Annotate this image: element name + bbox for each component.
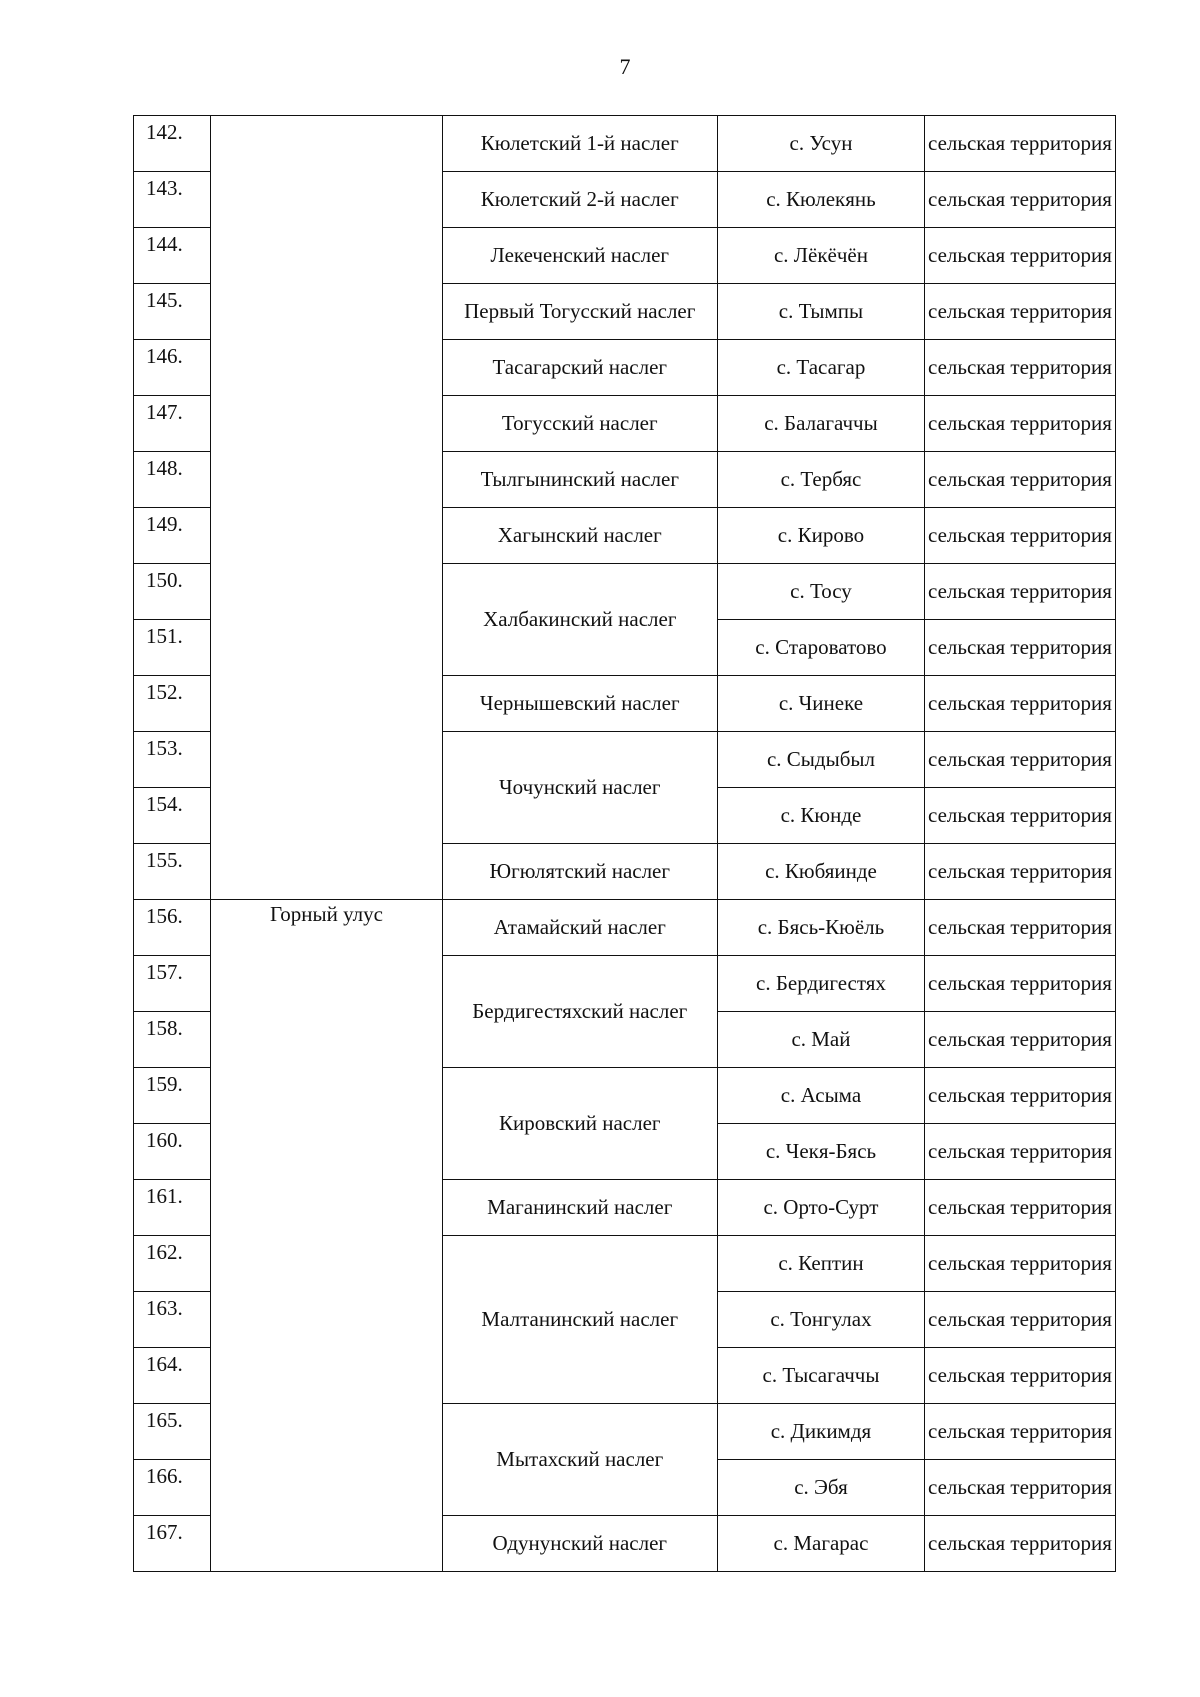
territory-type: сельская территория xyxy=(925,1404,1116,1460)
village-name: с. Кюлекянь xyxy=(717,172,924,228)
settlement-name: Тогусский наслег xyxy=(442,396,717,452)
village-name: с. Усун xyxy=(717,116,924,172)
territory-type: сельская территория xyxy=(925,452,1116,508)
table-row xyxy=(134,116,1116,172)
territory-type: сельская территория xyxy=(925,508,1116,564)
territory-type: сельская территория xyxy=(925,172,1116,228)
settlement-name: Кировский наслег xyxy=(442,1068,717,1180)
row-number: 145. xyxy=(134,284,211,340)
territory-type: сельская территория xyxy=(925,956,1116,1012)
village-name: с. Лёкёчён xyxy=(717,228,924,284)
settlement-name: Мытахский наслег xyxy=(442,1404,717,1516)
village-name: с. Тербяс xyxy=(717,452,924,508)
village-name: с. Тосу xyxy=(717,564,924,620)
row-number: 151. xyxy=(134,620,211,676)
row-number: 157. xyxy=(134,956,211,1012)
territory-type: сельская территория xyxy=(925,900,1116,956)
village-name: с. Староватово xyxy=(717,620,924,676)
row-number: 150. xyxy=(134,564,211,620)
settlement-name: Тасагарский наслег xyxy=(442,340,717,396)
settlement-name: Кюлетский 1-й наслег xyxy=(442,116,717,172)
village-name: с. Тасагар xyxy=(717,340,924,396)
row-number: 149. xyxy=(134,508,211,564)
territory-type: сельская территория xyxy=(925,844,1116,900)
district-name: Горный улус xyxy=(211,900,442,1572)
village-name: с. Магарас xyxy=(717,1516,924,1572)
village-name: с. Май xyxy=(717,1012,924,1068)
territory-type: сельская территория xyxy=(925,228,1116,284)
territory-type: сельская территория xyxy=(925,788,1116,844)
row-number: 142. xyxy=(134,116,211,172)
territory-type: сельская территория xyxy=(925,1236,1116,1292)
row-number: 167. xyxy=(134,1516,211,1572)
territory-type: сельская территория xyxy=(925,396,1116,452)
village-name: с. Тонгулах xyxy=(717,1292,924,1348)
row-number: 160. xyxy=(134,1124,211,1180)
village-name: с. Сыдыбыл xyxy=(717,732,924,788)
village-name: с. Орто-Сурт xyxy=(717,1180,924,1236)
row-number: 158. xyxy=(134,1012,211,1068)
row-number: 152. xyxy=(134,676,211,732)
settlements-table xyxy=(133,115,1116,1572)
territory-type: сельская территория xyxy=(925,1180,1116,1236)
settlement-name: Малтанинский наслег xyxy=(442,1236,717,1404)
settlement-name: Бердигестяхский наслег xyxy=(442,956,717,1068)
table-row xyxy=(134,900,1116,956)
territory-type: сельская территория xyxy=(925,1068,1116,1124)
village-name: с. Бердигестях xyxy=(717,956,924,1012)
settlement-name: Чернышевский наслег xyxy=(442,676,717,732)
row-number: 143. xyxy=(134,172,211,228)
row-number: 164. xyxy=(134,1348,211,1404)
row-number: 154. xyxy=(134,788,211,844)
territory-type: сельская территория xyxy=(925,284,1116,340)
village-name: с. Тысагаччы xyxy=(717,1348,924,1404)
village-name: с. Кюнде xyxy=(717,788,924,844)
territory-type: сельская территория xyxy=(925,732,1116,788)
territory-type: сельская территория xyxy=(925,620,1116,676)
settlement-name: Хагынский наслег xyxy=(442,508,717,564)
village-name: с. Кептин xyxy=(717,1236,924,1292)
village-name: с. Кюбяинде xyxy=(717,844,924,900)
settlement-name: Первый Тогусский наслег xyxy=(442,284,717,340)
settlement-name: Лекеченский наслег xyxy=(442,228,717,284)
territory-type: сельская территория xyxy=(925,564,1116,620)
territory-type: сельская территория xyxy=(925,340,1116,396)
settlement-name: Маганинский наслег xyxy=(442,1180,717,1236)
village-name: с. Чекя-Бясь xyxy=(717,1124,924,1180)
village-name: с. Эбя xyxy=(717,1460,924,1516)
village-name: с. Асыма xyxy=(717,1068,924,1124)
row-number: 148. xyxy=(134,452,211,508)
table-body xyxy=(134,116,1116,1572)
territory-type: сельская территория xyxy=(925,1292,1116,1348)
settlement-name: Югюлятский наслег xyxy=(442,844,717,900)
settlement-name: Кюлетский 2-й наслег xyxy=(442,172,717,228)
settlement-name: Атамайский наслег xyxy=(442,900,717,956)
settlement-name: Халбакинский наслег xyxy=(442,564,717,676)
territory-type: сельская территория xyxy=(925,1460,1116,1516)
row-number: 153. xyxy=(134,732,211,788)
row-number: 166. xyxy=(134,1460,211,1516)
district-cell-empty xyxy=(211,116,442,900)
row-number: 147. xyxy=(134,396,211,452)
row-number: 155. xyxy=(134,844,211,900)
village-name: с. Балагаччы xyxy=(717,396,924,452)
settlement-name: Тылгынинский наслег xyxy=(442,452,717,508)
territory-type: сельская территория xyxy=(925,1516,1116,1572)
row-number: 163. xyxy=(134,1292,211,1348)
page-number: 7 xyxy=(619,54,631,79)
territory-type: сельская территория xyxy=(925,676,1116,732)
row-number: 165. xyxy=(134,1404,211,1460)
village-name: с. Кирово xyxy=(717,508,924,564)
territory-type: сельская территория xyxy=(925,1012,1116,1068)
settlement-name: Одунунский наслег xyxy=(442,1516,717,1572)
row-number: 161. xyxy=(134,1180,211,1236)
settlement-name: Чочунский наслег xyxy=(442,732,717,844)
village-name: с. Бясь-Кюёль xyxy=(717,900,924,956)
territory-type: сельская территория xyxy=(925,1124,1116,1180)
village-name: с. Чинеке xyxy=(717,676,924,732)
territory-type: сельская территория xyxy=(925,116,1116,172)
territory-type: сельская территория xyxy=(925,1348,1116,1404)
row-number: 162. xyxy=(134,1236,211,1292)
row-number: 156. xyxy=(134,900,211,956)
row-number: 159. xyxy=(134,1068,211,1124)
village-name: с. Тымпы xyxy=(717,284,924,340)
village-name: с. Дикимдя xyxy=(717,1404,924,1460)
row-number: 144. xyxy=(134,228,211,284)
row-number: 146. xyxy=(134,340,211,396)
